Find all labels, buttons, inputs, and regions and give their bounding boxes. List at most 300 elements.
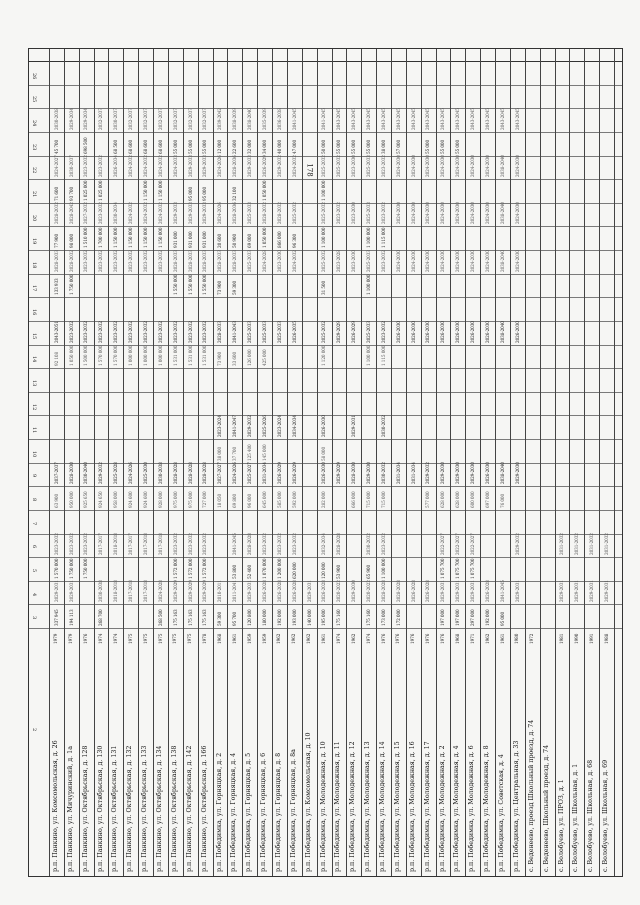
row-address: р.п. Победимка, ул. Комсомольская, д. 10 — [304, 732, 312, 872]
row-separator — [495, 49, 496, 876]
table-cell: 57 000 — [395, 139, 401, 154]
table-cell: 2024-2027 — [53, 155, 59, 178]
row-year: 1974 — [365, 633, 371, 644]
column-number: 20 — [31, 214, 37, 221]
table-cell: 175 160 — [365, 609, 371, 626]
table-cell: 2024-2030 — [425, 155, 431, 178]
table-cell: 2030-2038 — [98, 580, 104, 603]
row-address: р.п. Победимка, ул. Молодежная, д. 11 — [334, 741, 342, 872]
table-cell: 2023-2032 — [142, 320, 148, 343]
table-cell: 2024-2030 — [514, 202, 520, 225]
row-address: р.п. Панкино, ул. Комсомольская, д. 26 — [51, 740, 59, 872]
table-cell: 2039-2042 — [217, 108, 223, 130]
row-separator — [480, 49, 481, 876]
table-cell: 1 075 700 — [440, 558, 446, 579]
table-cell: 1 050 000 — [68, 345, 74, 367]
table-cell: 2025-2032 — [291, 202, 297, 225]
table-cell: 2029-2031 — [306, 580, 312, 603]
table-cell: 2024-2030 — [410, 202, 416, 225]
row-year: 1962 — [484, 633, 490, 644]
row-separator — [64, 49, 65, 876]
table-cell: 192 000 — [484, 609, 490, 626]
row-address: р.п. Победимка, ул. Молодежная, д. 2 — [438, 745, 446, 872]
row-year: 1961 — [231, 633, 237, 644]
row-year: 1976 — [425, 633, 431, 644]
table-cell: 928 000 — [157, 491, 163, 508]
table-cell: 2028-2032 — [68, 249, 74, 272]
row-year: 1976 — [380, 633, 386, 644]
row-year: 1959 — [246, 633, 252, 644]
column-separator — [29, 368, 622, 369]
table-cell: 2017-2017 — [128, 533, 134, 556]
table-cell: 2032-2034 — [321, 533, 327, 556]
table-cell: 2028-2042 — [68, 202, 74, 225]
table-cell: 2024-2030 — [455, 202, 461, 225]
table-cell: 2024-2030 — [440, 249, 446, 272]
column-number: 16 — [31, 309, 37, 316]
row-separator — [302, 49, 303, 876]
table-cell: 2024-2026 — [217, 202, 223, 225]
table-cell: 55 000 — [455, 139, 461, 154]
column-number: 6 — [31, 545, 37, 549]
table-cell: 2032-2037 — [128, 108, 134, 130]
table-cell: 2024-2028 — [157, 580, 163, 603]
table-cell: 2011-2041 — [232, 580, 238, 603]
row-separator — [287, 49, 288, 876]
table-cell: 2025-2028 — [113, 462, 119, 485]
row-year: 1976 — [410, 633, 416, 644]
table-cell: 2024-2032 — [128, 155, 134, 178]
column-number: 18 — [31, 261, 37, 269]
table-cell: 12 000 — [217, 139, 223, 154]
column-number: 26 — [31, 72, 37, 80]
table-cell: 950 000 — [68, 491, 74, 508]
row-separator — [123, 49, 124, 876]
row-separator — [510, 49, 511, 876]
table-cell: 2024-2030 — [455, 249, 461, 272]
table-cell: 194 113 — [68, 609, 74, 626]
table-cell: 92 108 — [53, 352, 59, 367]
table-cell: 2038-2040 — [499, 249, 505, 272]
table-cell: 931 000 — [202, 231, 208, 248]
row-address: р.п. Панкино, ул. Октябрьская, д. 128 — [81, 745, 89, 872]
row-address: р.п. Победимка, ул. Молодежная, д. 10 — [319, 741, 327, 872]
table-cell: 2029-2033 — [202, 155, 208, 178]
table-cell: 2026-2034 — [113, 155, 119, 178]
table-cell: 2029-2031 — [470, 580, 476, 603]
table-cell: 2025-2032 — [321, 155, 327, 178]
table-cell: 2026-2028 — [484, 580, 490, 603]
table-cell: 2035-2039 — [261, 108, 267, 130]
table-cell: 2026-2029 — [291, 462, 297, 485]
table-cell: 37 700 — [232, 446, 238, 461]
table-cell: 2041-2045 — [499, 580, 505, 603]
table-cell: 2043-2045 — [470, 108, 476, 130]
table-cell: 2032-2037 — [98, 108, 104, 130]
table-cell: 1 150 000 — [157, 180, 163, 201]
row-address: р.п. Победимка, ул. Молодежная, д. 12 — [349, 741, 357, 872]
row-separator — [183, 49, 184, 876]
row-year: 1975 — [142, 633, 148, 644]
table-cell: 68 600 — [128, 139, 134, 154]
table-cell: 32 100 — [232, 186, 238, 201]
table-cell: 2029-2031 — [351, 415, 357, 437]
table-cell: 1 150 000 — [157, 227, 163, 248]
table-cell: 2024-2030 — [470, 202, 476, 225]
table-cell: 2023-2030 — [351, 155, 357, 178]
table-cell: 2028-2028 — [395, 580, 401, 603]
table-cell: 2026-2030 — [514, 320, 520, 343]
table-cell: 2024-2026 — [128, 462, 134, 485]
row-address: р.п. Панкино, ул. Октябрьская, д. 130 — [96, 745, 104, 872]
table-cell: 1 050 000 — [261, 227, 267, 248]
table-cell: 2022-2027 — [455, 533, 461, 556]
table-cell: 1 025 000 — [83, 180, 89, 201]
row-address: р.п. Панкино, ул. Мичуринский, д. 1а — [66, 746, 74, 872]
column-number: 4 — [31, 592, 37, 596]
row-address: р.п. Победимка, ул. Горняцкая, д. 5 — [245, 752, 253, 872]
table-cell: 2043-2045 — [425, 108, 431, 130]
table-cell: 98 000 — [68, 233, 74, 248]
table-cell: 2031-2034 — [410, 462, 416, 485]
row-separator — [540, 49, 541, 876]
row-address: р.п. Победимка, ул. Молодежная, д. 13 — [364, 741, 372, 872]
table-cell: 2023-2032 — [157, 249, 163, 272]
table-cell: 2024-2030 — [395, 249, 401, 272]
table-cell: 2023-2032 — [113, 320, 119, 343]
register-table — [28, 48, 623, 877]
table-cell: 1 050 000 — [261, 180, 267, 201]
row-address: с. Веденеево, Школьный проезд, д. 74 — [542, 744, 550, 872]
row-year: 1975 — [127, 633, 133, 644]
table-cell: 1 115 000 — [380, 345, 386, 367]
table-cell: 2023-2032 — [261, 533, 267, 556]
row-separator — [227, 49, 228, 876]
table-cell: 1 000 000 — [142, 345, 148, 367]
table-cell: 2027-2027 — [217, 462, 223, 485]
table-cell: 2026-2030 — [440, 320, 446, 343]
table-cell: 125 400 — [247, 444, 253, 461]
row-year: 1975 — [187, 633, 193, 644]
table-cell: 2028-2033 — [232, 249, 238, 272]
table-cell: 2043-2045 — [351, 108, 357, 130]
table-cell: 126 000 — [247, 349, 253, 367]
table-cell: 175 163 — [187, 609, 193, 626]
row-year: 1975 — [172, 633, 178, 644]
table-cell: 2029-2032 — [514, 533, 520, 556]
table-cell: 2028-2030 — [351, 462, 357, 485]
table-cell: 2030-2038 — [157, 462, 163, 485]
table-cell: 2017-2017 — [98, 533, 104, 556]
table-cell: 2028-2028 — [380, 580, 386, 603]
table-cell: 2032-2037 — [142, 108, 148, 130]
row-address: р.п. Победимка, ул. Центральная, д. 33 — [512, 740, 520, 872]
table-cell: 2030-2032 — [365, 533, 371, 556]
table-cell: 2025-2033 — [365, 320, 371, 343]
table-cell: 2023-2032 — [83, 155, 89, 178]
table-cell: 2024-2032 — [291, 249, 297, 272]
row-year: 1980 — [514, 633, 520, 644]
table-cell: 2031-2032 — [603, 533, 609, 556]
table-cell: 2022-2027 — [440, 533, 446, 556]
table-cell: 55 000 — [172, 139, 178, 154]
table-cell: 2028-2033 — [53, 249, 59, 272]
table-cell: 1 070 000 — [261, 558, 267, 579]
row-year: 1978 — [202, 633, 208, 644]
row-separator — [346, 49, 347, 876]
table-cell: 120 000 — [321, 562, 327, 579]
row-year: 1979 — [68, 633, 74, 644]
row-year: 1988 — [603, 633, 609, 644]
table-cell: 2029-2031 — [574, 580, 580, 603]
row-separator — [391, 49, 392, 876]
row-address: с. Волобуево, ул. Школьная, д. 69 — [602, 759, 610, 872]
table-cell: 40 000 — [276, 139, 282, 154]
table-cell: 2029-2033 — [247, 155, 253, 178]
table-cell: 1 570 000 — [53, 558, 59, 579]
table-cell: 2034-2034 — [291, 415, 297, 437]
table-cell: 68 600 — [142, 139, 148, 154]
row-separator — [317, 49, 318, 876]
table-cell: 133 933 — [53, 278, 59, 296]
table-cell: 2041-2045 — [321, 108, 327, 130]
row-address: с. Волобуево, ул. ПРОЗ, д. 1 — [557, 779, 565, 872]
table-cell: 2029-2033 — [202, 202, 208, 225]
table-cell: 2032-2037 — [202, 108, 208, 130]
table-cell: 1 531 000 — [202, 345, 208, 367]
row-separator — [525, 49, 526, 876]
column-separator — [29, 604, 622, 605]
table-cell: 2038-2040 — [499, 320, 505, 343]
table-cell: 2023-2032 — [98, 320, 104, 343]
table-cell: 1 120 000 — [321, 345, 327, 367]
table-cell: 1 572 000 — [187, 558, 193, 579]
table-cell: 2024-2030 — [425, 202, 431, 225]
table-cell: 2029-2030 — [365, 462, 371, 485]
table-cell: 975 000 — [187, 491, 193, 508]
table-cell: 2026-2030 — [484, 462, 490, 485]
table-cell: 2043-2045 — [365, 108, 371, 130]
table-cell: 697 000 — [484, 491, 490, 508]
table-cell: 2029-2031 — [589, 580, 595, 603]
table-cell: 2026-2030 — [455, 320, 461, 343]
table-cell: 2023-2030 — [276, 249, 282, 272]
table-cell: 2026-2030 — [484, 320, 490, 343]
table-cell: 715 000 — [365, 491, 371, 508]
row-year: 1968 — [217, 633, 222, 644]
table-cell: 58 000 — [321, 446, 327, 461]
table-cell: 2024-2032 — [291, 155, 297, 178]
row-separator — [168, 49, 169, 876]
row-year: 1962 — [350, 633, 356, 644]
table-cell: 268 700 — [98, 609, 104, 626]
table-cell: 2022-2027 — [470, 533, 476, 556]
row-address: р.п. Победимка, ул. Молодежная, д. 17 — [423, 741, 431, 872]
table-cell: 925 650 — [83, 491, 89, 508]
row-year: 1961 — [321, 633, 327, 644]
table-cell: 38 000 — [380, 139, 386, 154]
table-cell: 645 000 — [261, 491, 267, 508]
table-cell: 297 000 — [470, 609, 476, 626]
table-cell: 1 115 000 — [380, 227, 386, 248]
table-cell: 2023-2032 — [172, 320, 178, 343]
row-separator — [376, 49, 377, 876]
row-year: 1959 — [261, 633, 267, 644]
table-cell: 1 150 000 — [113, 227, 119, 248]
table-cell: 2029-2030 — [440, 462, 446, 485]
row-separator — [584, 49, 585, 876]
table-cell: 585 000 — [276, 491, 282, 508]
table-cell: 2038-2040 — [499, 202, 505, 225]
table-cell: 2025-2027 — [247, 462, 253, 485]
table-cell: 2030-2037 — [113, 108, 119, 130]
table-cell: 2028-2033 — [202, 249, 208, 272]
table-cell: 2024-2032 — [157, 155, 163, 178]
table-cell: 120 800 — [247, 609, 253, 626]
table-cell: 2023-2024 — [217, 415, 223, 437]
table-cell: 2041-2045 — [232, 533, 238, 556]
row-year: 1974 — [98, 633, 104, 644]
table-cell: 2028-2036 — [232, 155, 238, 178]
column-number: 14 — [31, 356, 37, 363]
column-number: 3 — [31, 616, 37, 620]
table-cell: 2023-2024 — [276, 415, 282, 437]
table-cell: 2027-2032 — [83, 202, 89, 225]
table-cell: 2028-2028 — [172, 462, 178, 485]
table-cell: 2026-2028 — [261, 580, 267, 603]
table-cell: 55 000 — [202, 139, 208, 154]
table-cell: 592 000 — [291, 491, 297, 508]
table-cell: 2029-2029 — [187, 580, 193, 603]
row-separator — [257, 49, 258, 876]
column-separator — [29, 439, 622, 440]
row-separator — [49, 49, 50, 876]
table-cell: 2024-2030 — [425, 249, 431, 272]
column-number: 17 — [31, 285, 37, 292]
row-year: 1961 — [499, 633, 505, 644]
table-cell: 2020-2022 — [336, 580, 342, 603]
table-cell: 2023-2032 — [172, 533, 178, 556]
table-cell: 698 500 — [83, 136, 89, 154]
table-cell: 2029-2030 — [351, 580, 357, 603]
table-cell: 2025-2033 — [261, 320, 267, 343]
table-cell: 2025-2030 — [142, 462, 148, 485]
table-cell: 2028-2028 — [187, 462, 193, 485]
table-cell: 268 500 — [157, 609, 163, 626]
row-address: с. Веденеево, проезд Школьный проезд, д. 74 — [527, 719, 535, 872]
row-separator — [361, 49, 362, 876]
table-cell: 18 050 — [217, 493, 223, 508]
table-cell: 2023-2032 — [53, 533, 59, 556]
table-cell: 2026-2030 — [425, 320, 431, 343]
row-address: р.п. Победимка, ул. Горняцкая, д. 8а — [289, 749, 297, 872]
row-address: р.п. Панкино, ул. Октябрьская, д. 133 — [141, 745, 149, 872]
table-cell: 1 500 000 — [83, 345, 89, 367]
table-cell: 55 000 — [336, 139, 342, 154]
table-cell: 1 100 000 — [380, 558, 386, 579]
table-cell: 2023-2032 — [202, 533, 208, 556]
table-cell: 2023-2032 — [83, 533, 89, 556]
table-cell: 175 163 — [202, 609, 208, 626]
table-cell: 2024-2030 — [470, 249, 476, 272]
header-separator — [29, 61, 622, 62]
table-cell: 2036-2038 — [276, 108, 282, 130]
table-cell: 172 000 — [395, 609, 401, 626]
row-address: р.п. Победимка, ул. Горняцкая, д. 6 — [260, 752, 268, 872]
table-cell: 2023-2032 — [380, 202, 386, 225]
row-address: р.п. Панкино, ул. Октябрьская, д. 131 — [111, 745, 119, 872]
table-cell: 52 400 — [247, 564, 253, 579]
table-cell: 2029-2032 — [247, 415, 253, 437]
table-cell: 173 000 — [380, 609, 386, 626]
table-cell: 53 900 — [336, 564, 342, 579]
table-cell: 2023-2032 — [187, 320, 193, 343]
table-cell: 1 570 000 — [113, 345, 119, 367]
table-cell: 2029-2033 — [172, 202, 178, 225]
table-cell: 2026-2028 — [291, 580, 297, 603]
table-cell: 2030-2040 — [83, 462, 89, 485]
row-address: с. Волобуево, ул. Школьная, д. 68 — [587, 759, 595, 872]
table-cell: 2029-2029 — [336, 320, 342, 343]
table-cell: 2041-2047 — [232, 415, 238, 437]
table-cell: 924 650 — [98, 491, 104, 508]
table-cell: 2023-2032 — [83, 320, 89, 343]
table-cell: 2024-2030 — [484, 202, 490, 225]
table-cell: 2023-2032 — [380, 533, 386, 556]
table-cell: 59 300 — [217, 611, 223, 626]
table-cell: 628 000 — [440, 491, 446, 508]
table-cell: 2043-2045 — [440, 108, 446, 130]
row-address: р.п. Панкино, ул. Октябрьская, д. 142 — [185, 745, 193, 872]
row-year: 1976 — [83, 633, 89, 644]
table-cell: 2023-2032 — [68, 533, 74, 556]
table-cell: 50 900 — [232, 233, 238, 248]
table-cell: 2023-2032 — [380, 155, 386, 178]
table-cell: 924 600 — [128, 491, 134, 508]
row-separator — [406, 49, 407, 876]
table-cell: 2025-2033 — [365, 155, 371, 178]
table-cell: 2026-2028 — [425, 580, 431, 603]
table-cell: 2028-2033 — [217, 320, 223, 343]
table-cell: 193 000 — [291, 609, 297, 626]
table-cell: 2031-2032 — [589, 533, 595, 556]
row-separator — [465, 49, 466, 876]
table-cell: 71 600 — [53, 186, 59, 201]
table-cell: 63 900 — [53, 493, 59, 508]
table-cell: 69 000 — [247, 233, 253, 248]
row-address: р.п. Победимка, ул. Горняцкая, д. 4 — [230, 752, 238, 872]
row-separator — [569, 49, 570, 876]
table-cell: 2030-2032 — [380, 462, 386, 485]
row-year: 1972 — [529, 633, 535, 644]
table-cell: 2023-2032 — [202, 320, 208, 343]
table-cell: 2043-2051 — [53, 320, 59, 343]
table-cell: 2023-2032 — [380, 320, 386, 343]
column-number: 5 — [31, 568, 37, 573]
row-year: 1974 — [335, 633, 341, 644]
table-cell: 2010-2011 — [217, 580, 223, 603]
column-separator — [29, 274, 622, 275]
table-cell: 1 200 000 — [276, 558, 282, 579]
table-cell: 65 900 — [365, 564, 371, 579]
table-cell: 2031-2032 — [559, 533, 565, 556]
table-cell: 2024-2030 — [395, 155, 401, 178]
table-cell: 2028-2030 — [68, 462, 74, 485]
table-cell: 2024-2030 — [440, 155, 446, 178]
table-cell: 2026-2030 — [321, 415, 327, 437]
table-cell: 2029-2031 — [68, 580, 74, 603]
table-cell: 924 600 — [142, 491, 148, 508]
